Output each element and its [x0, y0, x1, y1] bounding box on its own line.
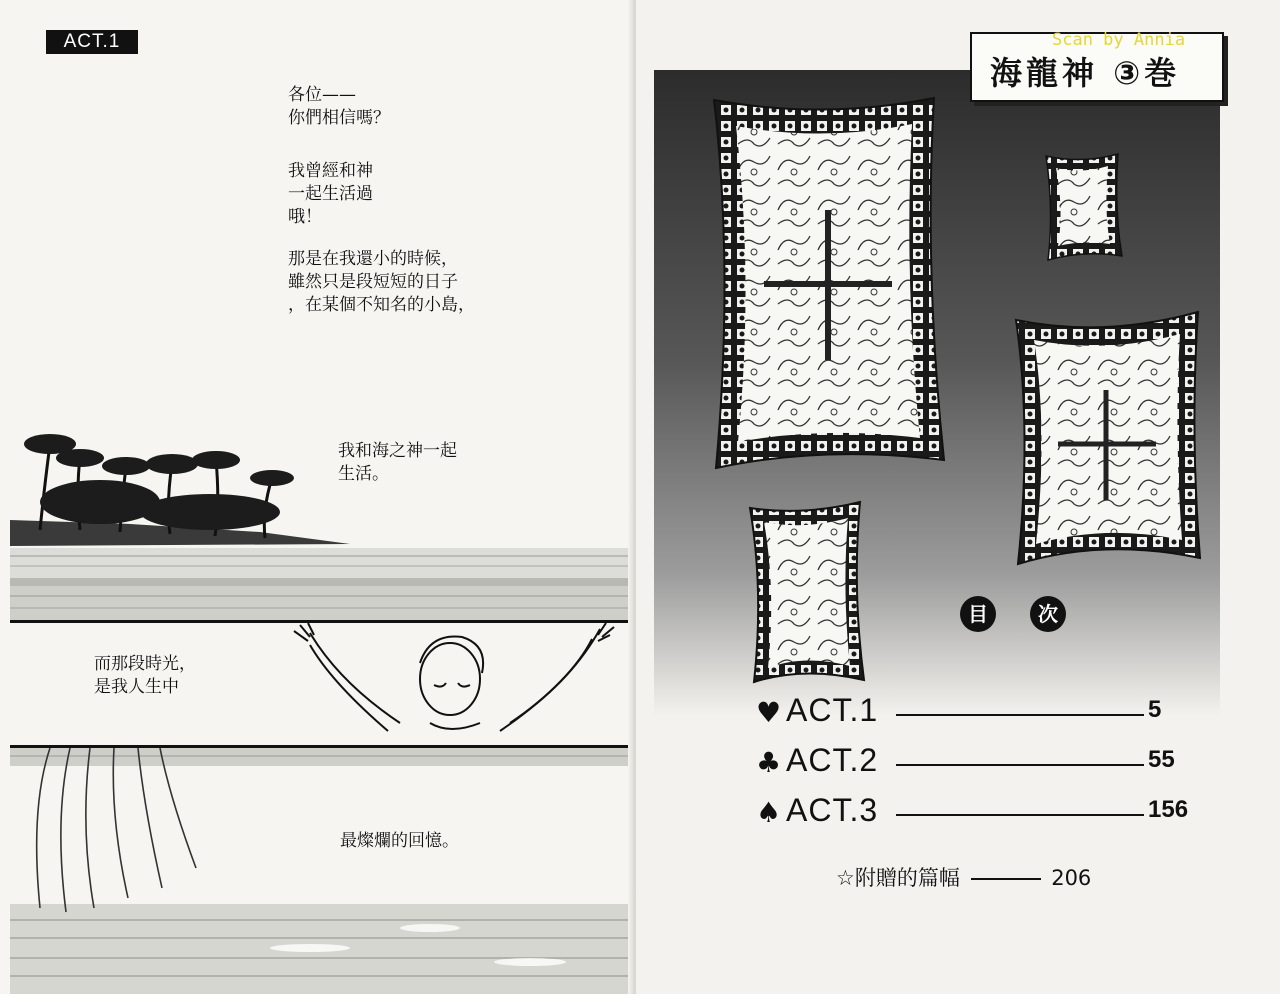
- toc-entry-act2[interactable]: [756, 742, 1186, 782]
- extra-page-number: 206: [1051, 866, 1092, 890]
- island-panel: [10, 420, 628, 620]
- ornament-panel-lower: [750, 502, 864, 682]
- toc-leader-line: [896, 814, 1144, 816]
- narration-5: 而那段時光， 是我人生中: [94, 654, 196, 697]
- act-label: ACT.1: [46, 30, 138, 54]
- cover-illustration: [654, 70, 1220, 716]
- toc-page-number: 55: [1148, 746, 1175, 773]
- narration-4: 我和海之神一起 生活。: [338, 441, 457, 484]
- heart-icon: ♥: [756, 696, 782, 729]
- series-title: 海龍神: [990, 54, 1099, 92]
- ornament-panel-large: [714, 98, 944, 468]
- toc-page-number: 5: [1148, 696, 1162, 723]
- toc-label: ACT.2: [786, 742, 879, 778]
- ornament-panel-medium: [1016, 312, 1200, 564]
- left-page: [0, 0, 636, 994]
- boy-panel: [10, 623, 628, 745]
- ornament-panels: [654, 70, 1220, 716]
- memory-panel: [10, 748, 628, 994]
- volume-number: ③巻: [1113, 54, 1181, 92]
- extra-label: ☆附贈的篇幅: [836, 866, 960, 890]
- ornament-panel-small: [1046, 154, 1122, 260]
- narration-3: 那是在我還小的時候， 雖然只是段短短的日子 ，在某個不知名的小島，: [288, 249, 475, 315]
- club-icon: ♣: [756, 746, 782, 779]
- toc-entry-act1[interactable]: [756, 692, 1186, 732]
- toc-heading-2: 次: [1030, 596, 1066, 632]
- toc-entry-act3[interactable]: [756, 792, 1189, 832]
- island-illustration: [10, 420, 628, 620]
- spade-icon: ♠: [756, 796, 782, 829]
- scan-credit: Scan by Annia: [1052, 30, 1186, 50]
- toc-heading-1: 目: [960, 596, 996, 632]
- right-page: [636, 0, 1280, 994]
- book-title: [990, 48, 1180, 94]
- toc-page-number: 156: [1148, 796, 1189, 823]
- memory-illustration: [10, 748, 628, 994]
- toc-leader-line: [896, 764, 1144, 766]
- toc-label: ACT.1: [786, 692, 879, 728]
- narration-6: 最燦爛的回憶。: [340, 831, 459, 851]
- toc-entry-extra[interactable]: [836, 862, 1091, 892]
- narration-2: 我曾經和神 一起生活過 哦！: [288, 161, 373, 227]
- toc-label: ACT.3: [786, 792, 879, 828]
- toc-leader-line: [896, 714, 1144, 716]
- toc-leader-line: [971, 878, 1041, 880]
- narration-1: 各位—— 你們相信嗎？: [288, 85, 390, 128]
